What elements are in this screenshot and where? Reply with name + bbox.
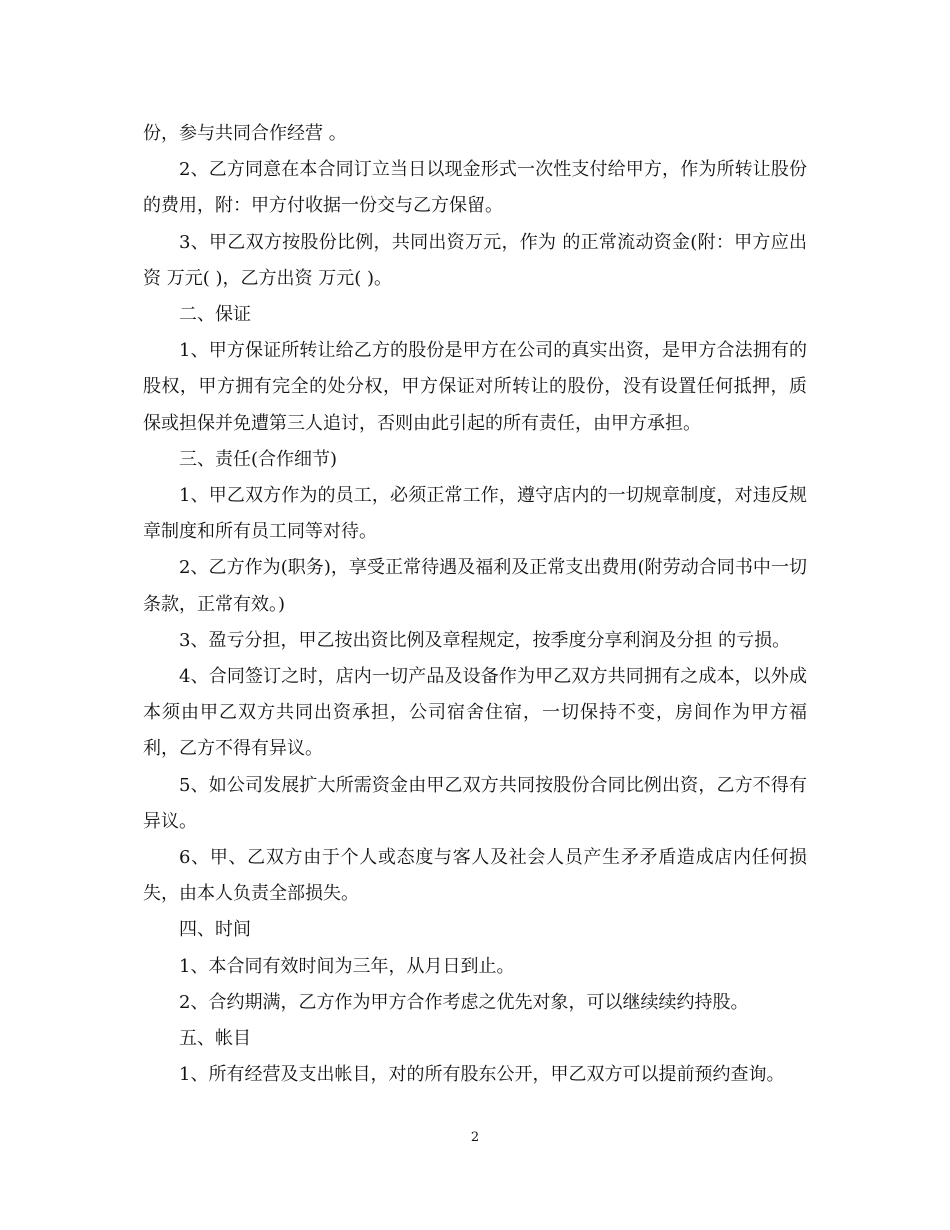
paragraph-time-1: 1、本合同有效时间为三年，从月日到止。 [179, 955, 515, 977]
section-heading-accounts: 五、帐目 [179, 1028, 251, 1050]
paragraph-accounts-1: 1、所有经营及支出帐目，对的所有股东公开，甲乙双方可以提前预约查询。 [179, 1064, 785, 1086]
paragraph-responsibility-6: 6、甲、乙双方由于个人或态度与客人及社会人员产生矛矛盾造成店内任何损失，由本人负责全部损失。 [143, 847, 807, 905]
section-heading-time: 四、时间 [179, 919, 251, 941]
paragraph-responsibility-3: 3、盈亏分担，甲乙按出资比例及章程规定，按季度分享利润及分担 的亏损。 [179, 629, 791, 651]
paragraph-time-2: 2、合约期满，乙方作为甲方合作考虑之优先对象，可以继续续约持股。 [179, 991, 749, 1013]
paragraph-guarantee-1: 1、甲方保证所转让给乙方的股份是甲方在公司的真实出资，是甲方合法拥有的股权，甲方拥有完全的处分权，甲方保证对所转让的股份，没有设置任何抵押，质保或担保并免遭第三人追讨，否则由此引起的所有责任，由甲方承担。 [143, 340, 807, 434]
paragraph-joint-capital: 3、甲乙双方按股份比例，共同出资万元，作为 的正常流动资金(附：甲方应出资 万元( )，乙方出资 万元( )。 [143, 231, 807, 289]
paragraph-responsibility-2: 2、乙方作为(职务)，享受正常待遇及福利及正常支出费用(附劳动合同书中一切条款，正常有效。) [143, 557, 807, 615]
page-number: 2 [470, 1130, 480, 1145]
paragraph-responsibility-1: 1、甲乙双方作为的员工，必须正常工作，遵守店内的一切规章制度，对违反规章制度和所有员工同等对待。 [143, 485, 807, 543]
paragraph-responsibility-5: 5、如公司发展扩大所需资金由甲乙双方共同按股份合同比例出资，乙方不得有异议。 [143, 774, 807, 832]
document-body [143, 116, 807, 1093]
section-heading-guarantee: 二、保证 [179, 304, 251, 326]
section-heading-responsibility: 三、责任(合作细节) [179, 448, 338, 470]
paragraph-payment-terms: 2、乙方同意在本合同订立当日以现金形式一次性支付给甲方，作为所转让股份的费用，附：甲方付收据一份交与乙方保留。 [143, 159, 807, 217]
paragraph-continuation: 份，参与共同合作经营 。 [143, 123, 347, 144]
paragraph-responsibility-4: 4、合同签订之时，店内一切产品及设备作为甲乙双方共同拥有之成本，以外成本须由甲乙双方共同出资承担，公司宿舍住宿，一切保持不变，房间作为甲方福利，乙方不得有异议。 [143, 666, 807, 760]
